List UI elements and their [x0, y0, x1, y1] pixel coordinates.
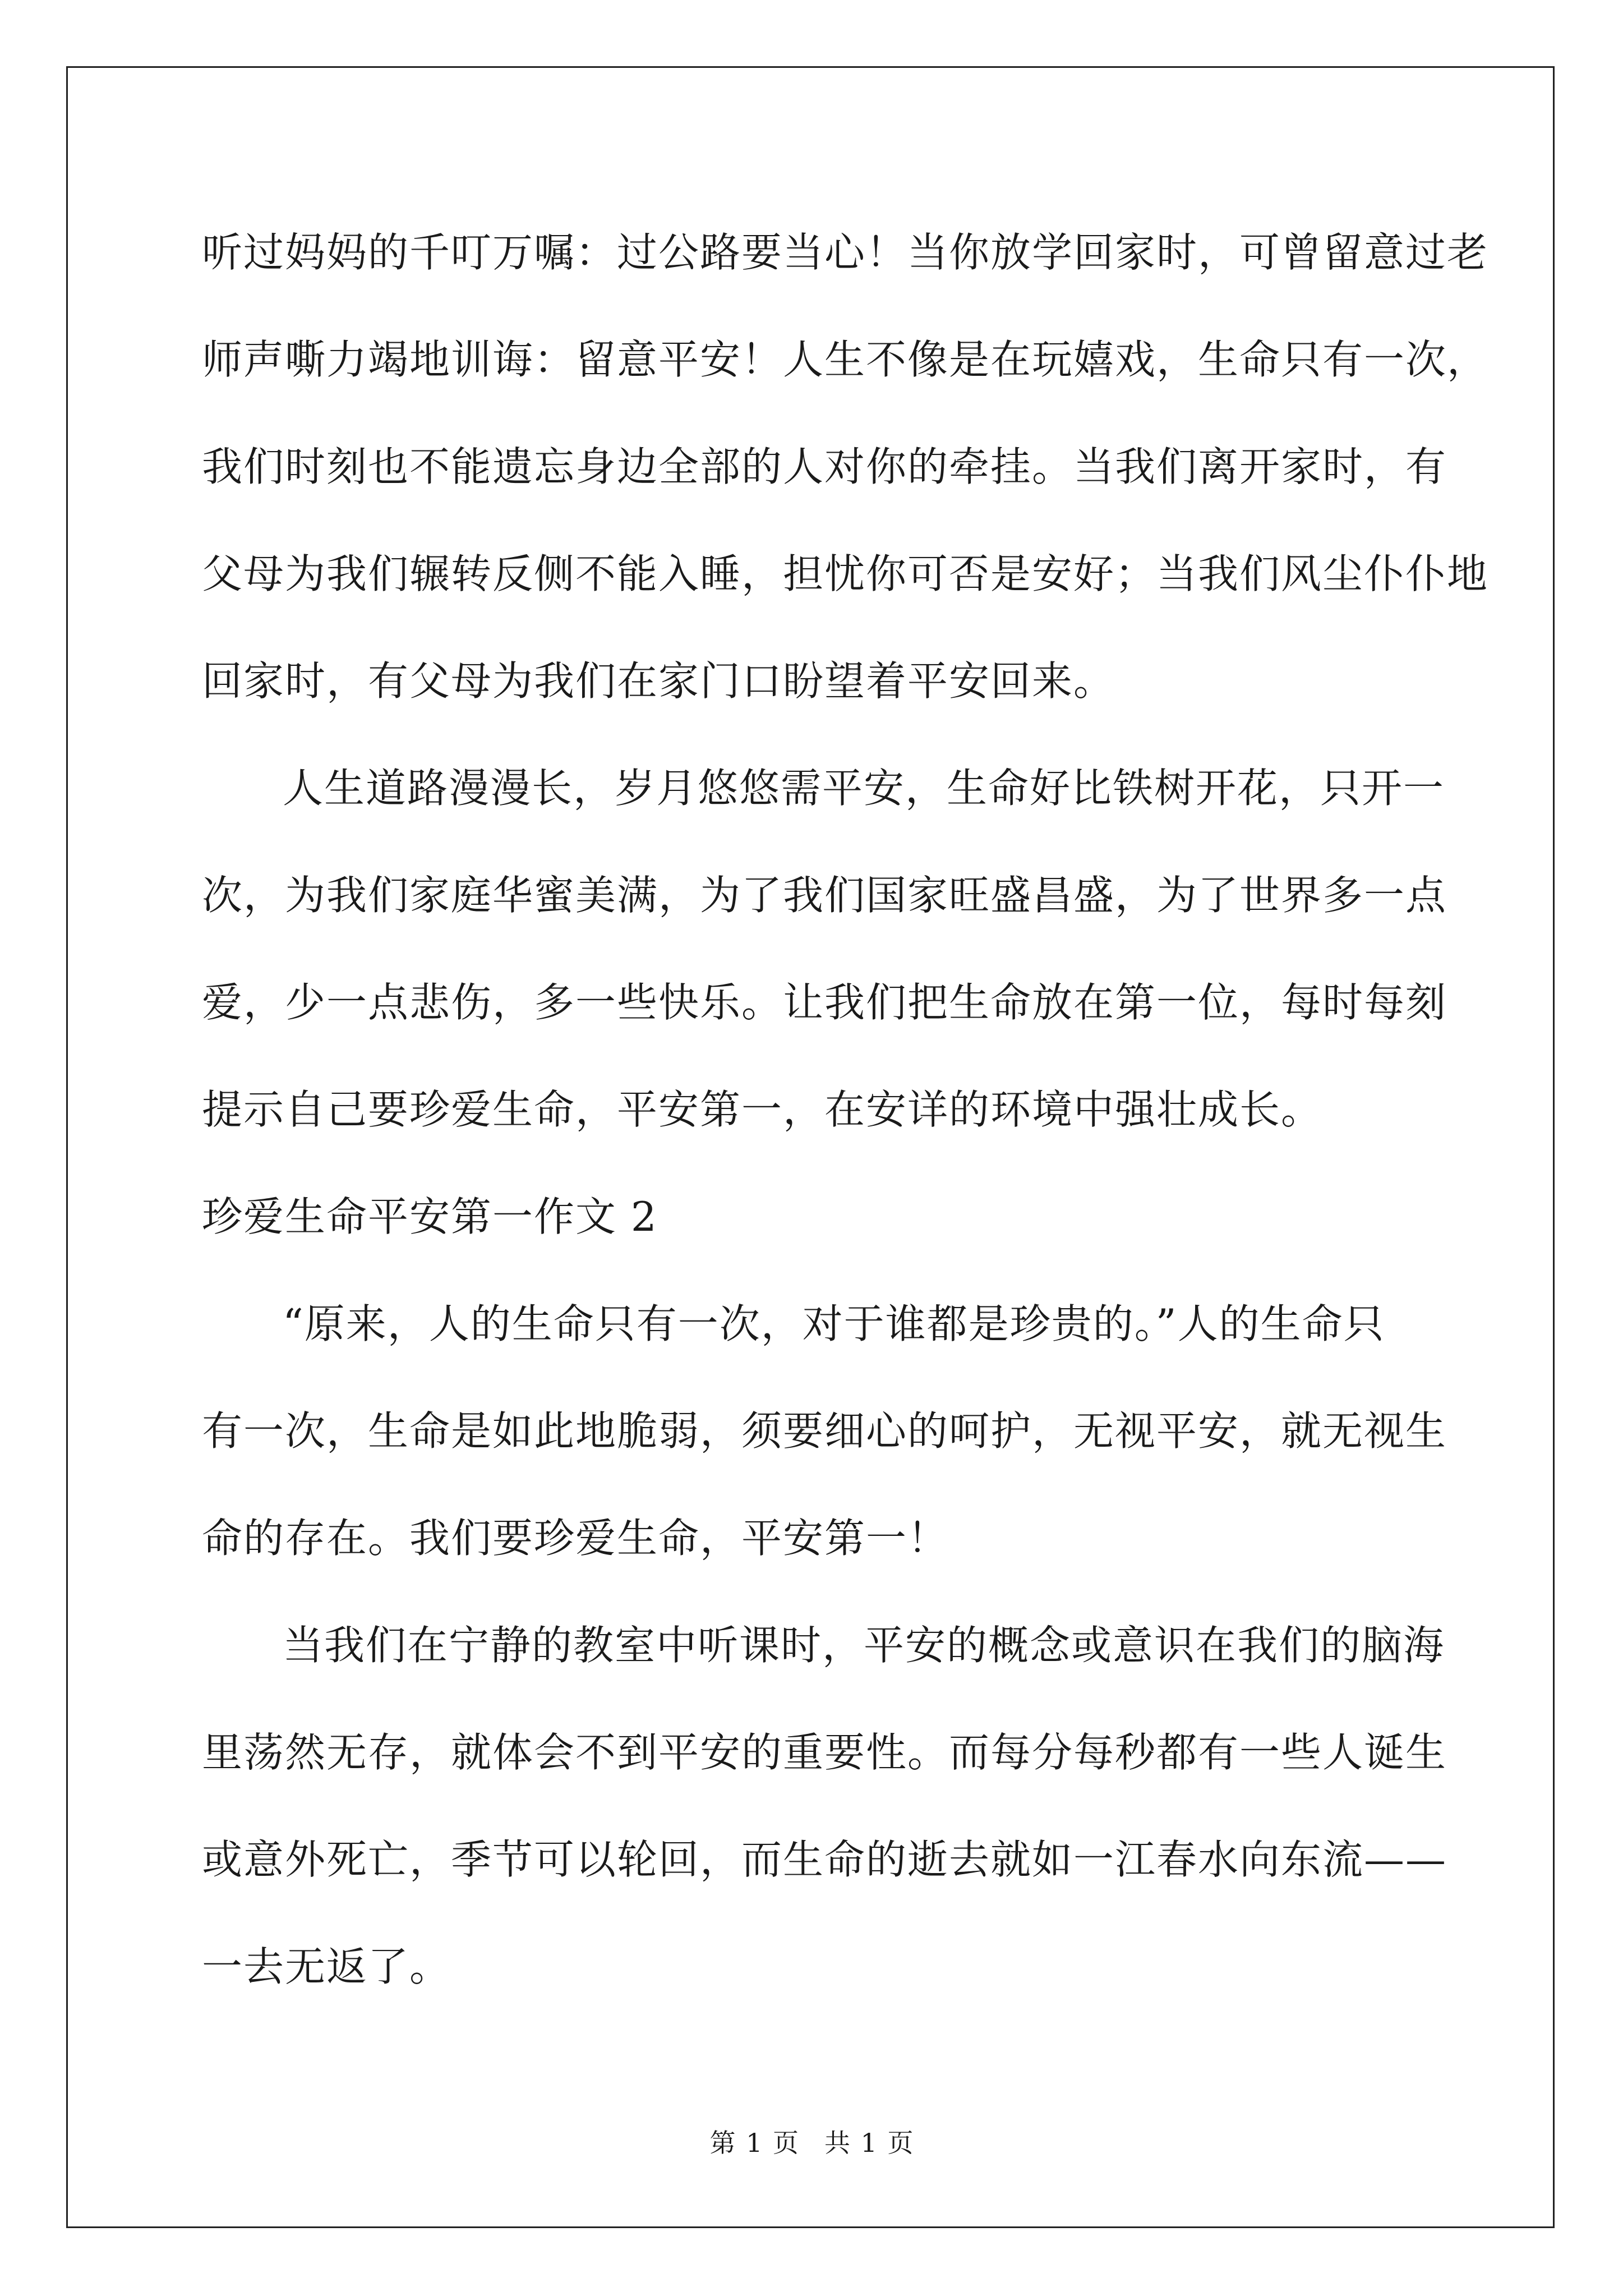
- text-line: 我们时刻也不能遗忘身边全部的人对你的牵挂。当我们离开家时，有: [202, 443, 1447, 490]
- text-line: 或意外死亡，季节可以轮回，而生命的逝去就如一江春水向东流——: [202, 1836, 1447, 1883]
- text-line: “原来，人的生命只有一次，对于谁都是珍贵的。”人的生命只: [283, 1300, 1385, 1347]
- text-line: 提示自己要珍爱生命，平安第一，在安详的环境中强壮成长。: [202, 1086, 1323, 1133]
- text-line: 当我们在宁静的教室中听课时，平安的概念或意识在我们的脑海: [283, 1622, 1445, 1669]
- page-number: 第 1 页: [709, 2128, 799, 2158]
- text-line: 回家时，有父母为我们在家门口盼望着平安回来。: [202, 657, 1115, 705]
- page-footer: [0, 2126, 1623, 2160]
- text-line: 有一次，生命是如此地脆弱，须要细心的呵护，无视平安，就无视生: [202, 1407, 1447, 1455]
- section-heading: 珍爱生命平安第一作文 2: [202, 1193, 658, 1240]
- text-line: 师声嘶力竭地训诲：留意平安！人生不像是在玩嬉戏，生命只有一次，: [202, 336, 1489, 383]
- text-line: 次，为我们家庭华蜜美满，为了我们国家旺盛昌盛，为了世界多一点: [202, 872, 1447, 919]
- text-line: 里荡然无存，就体会不到平安的重要性。而每分每秒都有一些人诞生: [202, 1729, 1447, 1776]
- text-line: 一去无返了。: [202, 1943, 451, 1990]
- text-line: 命的存在。我们要珍爱生命，平安第一！: [202, 1515, 949, 1562]
- text-line: 人生道路漫漫长，岁月悠悠需平安，生命好比铁树开花，只开一: [283, 765, 1445, 812]
- text-line: 爱，少一点悲伤，多一些快乐。让我们把生命放在第一位，每时每刻: [202, 979, 1447, 1026]
- page-total: 共 1 页: [824, 2128, 914, 2158]
- text-line: 听过妈妈的千叮万嘱：过公路要当心！当你放学回家时，可曾留意过老: [202, 229, 1489, 276]
- document-body: [202, 199, 1489, 2021]
- text-line: 父母为我们辗转反侧不能入睡，担忧你可否是安好；当我们风尘仆仆地: [202, 550, 1489, 597]
